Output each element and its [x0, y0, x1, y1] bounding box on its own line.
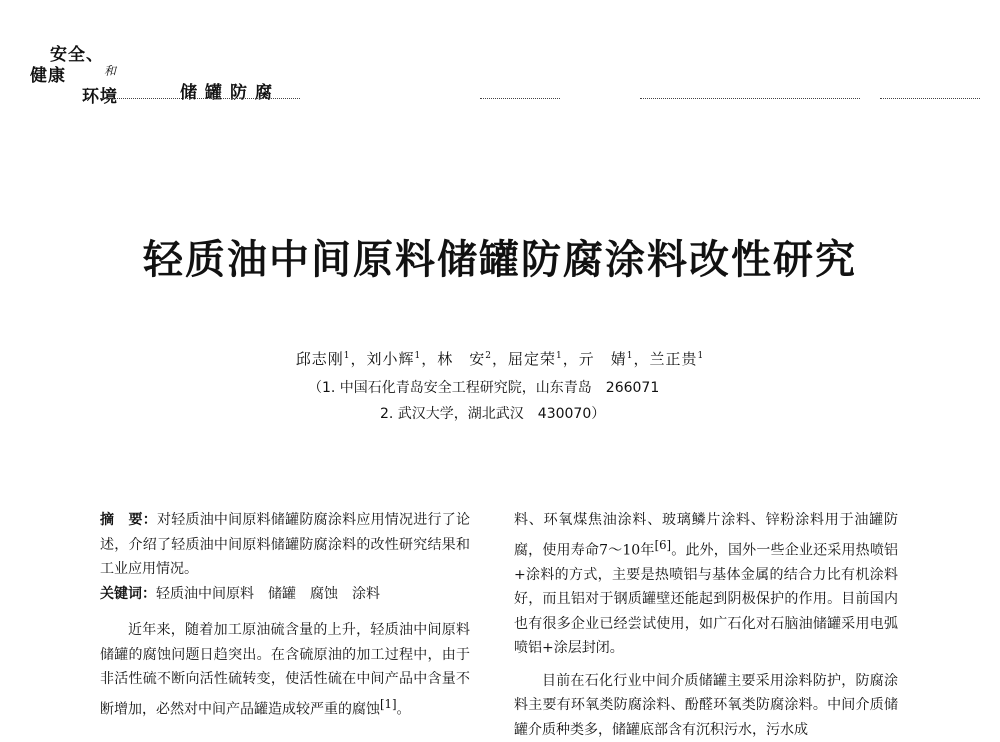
- author-name: 刘小辉: [366, 350, 415, 368]
- author-list: 邱志刚$^1$，刘小辉$^1$，林 安$^2$，屈定荣$^1$，亓 婧$^1$，兰正贵$^1$: [295, 350, 705, 368]
- author-name: 亓 婧: [578, 350, 627, 368]
- keywords-text: 轻质油中间原料 储罐 腐蚀 涂料: [156, 585, 380, 602]
- author-affil-mark: 1: [414, 351, 422, 361]
- left-column: [100, 508, 470, 722]
- header-rule: [100, 98, 300, 99]
- logo-line-safety: 安全、: [50, 45, 104, 65]
- body-paragraph: 近年来，随着加工原油硫含量的上升，轻质油中间原料储罐的腐蚀问题日趋突出。在含硫原油的加工过程中，由于非活性硫不断向活性硫转变，使活性硫在中间产品中含量不断增加，必然对中间产品罐造成较严重的腐蚀[1]。: [100, 622, 470, 718]
- keywords: [100, 582, 470, 607]
- author-affil-mark: 2: [485, 351, 492, 361]
- author-affil-mark: 1: [626, 351, 634, 361]
- author-name: 林 安: [437, 350, 486, 368]
- body-paragraph: 目前在石化行业中间介质储罐主要采用涂料防护，防腐涂料主要有环氧类防腐涂料、酚醛环氧类防腐涂料。中间介质储罐介质种类多，储罐底部含有沉积污水，污水成: [514, 672, 898, 738]
- affiliation-2: 2. 武汉大学，湖北武汉 430070）: [380, 406, 606, 422]
- abstract: [100, 508, 470, 582]
- abstract-label: 摘 要：: [100, 512, 157, 528]
- logo-line-health: 健康: [30, 66, 66, 86]
- section-label: 储罐防腐: [180, 83, 280, 103]
- logo-line-environment: 环境: [82, 87, 118, 107]
- author-affil-mark: 1: [556, 351, 563, 361]
- citation-ref: [1]: [380, 696, 397, 711]
- article-title: 轻质油中间原料储罐防腐涂料改性研究: [143, 236, 857, 283]
- author-affil-mark: 1: [697, 351, 705, 361]
- author-affil-mark: 1: [343, 351, 351, 361]
- header-rule: [480, 98, 560, 99]
- body-paragraph: 料、环氧煤焦油涂料、玻璃鳞片涂料、锌粉涂料用于油罐防腐，使用寿命7～10年[6]。此外，国外一些企业还采用热喷铝+涂料的方式，主要是热喷铝与基体金属的结合力比有机涂料好，而且铝对于钢质罐壁还能起到阴极保护的作用。目前国内也有很多企业已经尝试使用，如广石化对石脑油储罐采用电弧喷铝+涂层封闭。: [514, 512, 899, 657]
- abstract-text: 对轻质油中间原料储罐防腐涂料应用情况进行了论述，介绍了轻质油中间原料储罐防腐涂料的改性研究结果和工业应用情况。: [100, 512, 471, 577]
- author-name: 邱志刚: [295, 350, 344, 368]
- right-column: [514, 508, 898, 742]
- affiliation-1: （1. 中国石化青岛安全工程研究院，山东青岛 266071: [308, 380, 660, 396]
- author-name: 屈定荣: [508, 350, 557, 368]
- header-rule: [640, 98, 860, 99]
- author-name: 兰正贵: [649, 350, 698, 368]
- keywords-label: 关键词：: [100, 585, 156, 602]
- citation-ref: [6]: [654, 537, 672, 552]
- logo-swirl-text: 和: [104, 64, 117, 78]
- header-rule: [880, 98, 980, 99]
- journal-logo: [30, 40, 140, 107]
